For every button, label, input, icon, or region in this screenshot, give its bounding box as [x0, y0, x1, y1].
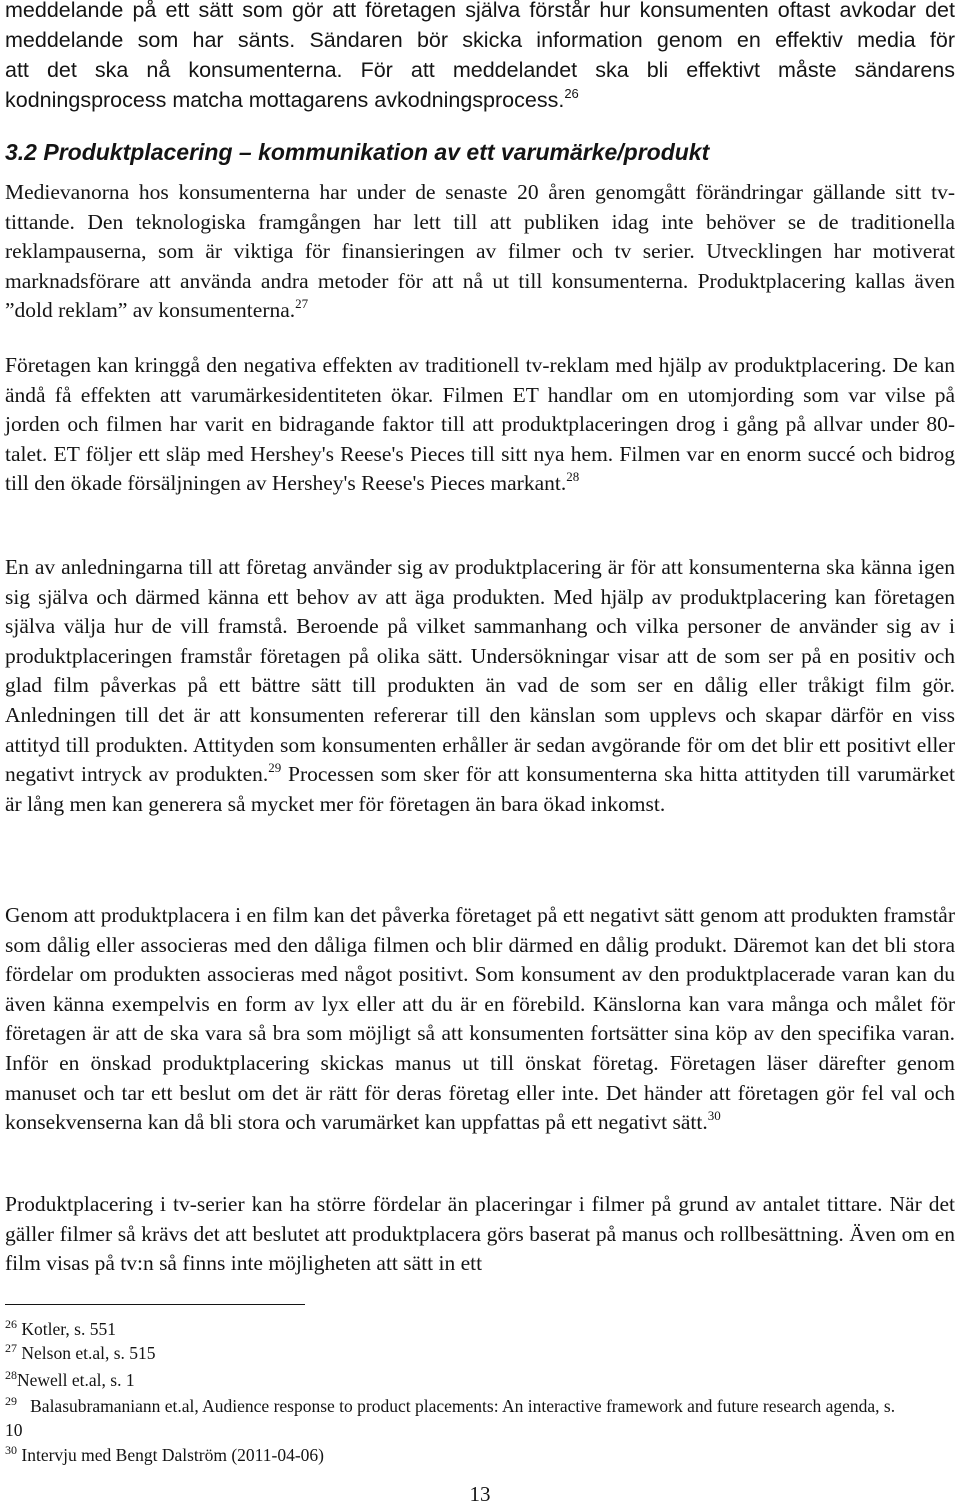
section-heading: 3.2 Produktplacering – kommunikation av ett varumärke/produkt	[5, 139, 710, 165]
page-number: 13	[469, 1482, 491, 1506]
footnote-30: $^{30}$ Intervju med Bengt Dalström (2011-04-06)	[5, 1443, 324, 1465]
intro-line-3: att det ska nå konsumenterna. För att meddelandet ska bli effektivt måste sändarens	[5, 58, 955, 82]
footnote-ref-27: 27	[295, 296, 309, 312]
footnote-ref-29: 29	[268, 760, 282, 776]
paragraph-2: Företagen kan kringgå den negativa effekten av traditionell tv-reklam med hjälp av produktplacering. De kan ändå få effekten att varumärkesidentiteten ökar. Filmen ET handlar om en utomjording som var vilse på jorden och filmen har varit en bidragande faktor till att produktplaceringen drog i gång på allvar under 80-talet. ET följer ett släp med Hershey's Reese's Pieces till sitt nya hem. Filmen var en enorm succé och bidrog till den ökade försäljningen av Hershey's Reese's Pieces markant.$^{28}$	[5, 353, 955, 496]
intro-line-1: meddelande på ett sätt som gör att företagen själva förstår hur konsumenten oftast avkodar det	[5, 0, 955, 22]
footnote-ref-30: 30	[707, 1108, 721, 1124]
footnote-divider	[5, 1304, 305, 1305]
footnote-ref-26: 26	[564, 86, 579, 101]
intro-line-2: meddelande som har sänts. Sändaren bör skicka information genom en effektiv media för	[5, 28, 955, 52]
footnote-28: $^{28}$Newell et.al, s. 1	[5, 1368, 135, 1390]
footnote-ref-28: 28	[566, 469, 580, 485]
paragraph-1: Medievanorna hos konsumenterna har under de senaste 20 åren genomgått förändringar gällande sitt tv-tittande. Den teknologiska framgången har lett till att publiken idag inte behöver se de traditionella reklampauserna, som är viktiga för finansieringen av filmer och tv serier. Utvecklingen har motiverat marknadsförare att använda andra metoder för att nå ut till konsumenterna. Produktplacering kallas även ”dold reklam” av konsumenterna.$^{27}$	[5, 180, 955, 323]
footnote-27: $^{27}$ Nelson et.al, s. 515	[5, 1341, 156, 1363]
intro-line-4: kodningsprocess matcha mottagarens avkodningsprocess.$^{26}$	[5, 86, 579, 112]
paragraph-3: En av anledningarna till att företag använder sig av produktplacering är för att konsumenterna ska känna igen sig själva och därmed känna ett behov av att äga produkten. Med hjälp av produktplacering kan företagen själva välja hur de vill framstå. Beroende på vilket sammanhang och vilka personer de använder sig av i produktplaceringen framstår företagen på olika sätt. Undersökningar visar att de som ser på en positiv och glad film påverkas på ett bättre sätt till produkten än vad de som ser en dålig eller tråkigt film gör. Anledningen till det är att konsumenten refererar till den känslan som upplevs och skapar därför en viss attityd till produkten. Attityden som konsumenten erhåller är sedan avgörande för om det blir ett positivt eller negativt intryck av produkten.$^{29}$ Processen som sker för att konsumenterna ska hitta attityden till varumärket är lång men kan generera så mycket mer för företagen än bara ökad inkomst.	[5, 555, 955, 816]
paragraph-5: Produktplacering i tv-serier kan ha större fördelar än placeringar i filmer på grund av antalet tittare. När det gäller filmer så krävs det att beslutet att produktplacera görs baserat på manus och rollbesättning. Även om en film visas på tv:n så finns inte möjligheten att sätt in ett	[5, 1192, 955, 1276]
footnote-26: $^{26}$ Kotler, s. 551	[5, 1317, 116, 1339]
footnote-29: $^{29}$ Balasubramaniann et.al, Audience response to product placements: An interactive framework and future research agenda, s. 10	[5, 1394, 896, 1440]
paragraph-4: Genom att produktplacera i en film kan det påverka företaget på ett negativt sätt genom att produkten framstår som dålig eller associeras med den dåliga filmen och blir därmed en dålig produkt. Däremot kan det bli stora fördelar om produkten associeras med något positivt. Som konsument av den produktplacerade varan kan du även känna exempelvis en form av lyx eller att du är en förebild. Känslorna kan vara många och målet för företagen är att de ska vara så bra som möjligt så att konsumenten fortsätter sina köp av den specifika varan. Inför en önskad produktplacering skickas manus ut till önskat företag. Företagen läser därefter genom manuset och tar ett beslut om det är rätt för deras företag eller inte. Det händer att företagen gör fel val och konsekvenserna kan då bli stora och varumärket kan uppfattas på ett negativt sätt.$^{30}$	[5, 903, 955, 1135]
